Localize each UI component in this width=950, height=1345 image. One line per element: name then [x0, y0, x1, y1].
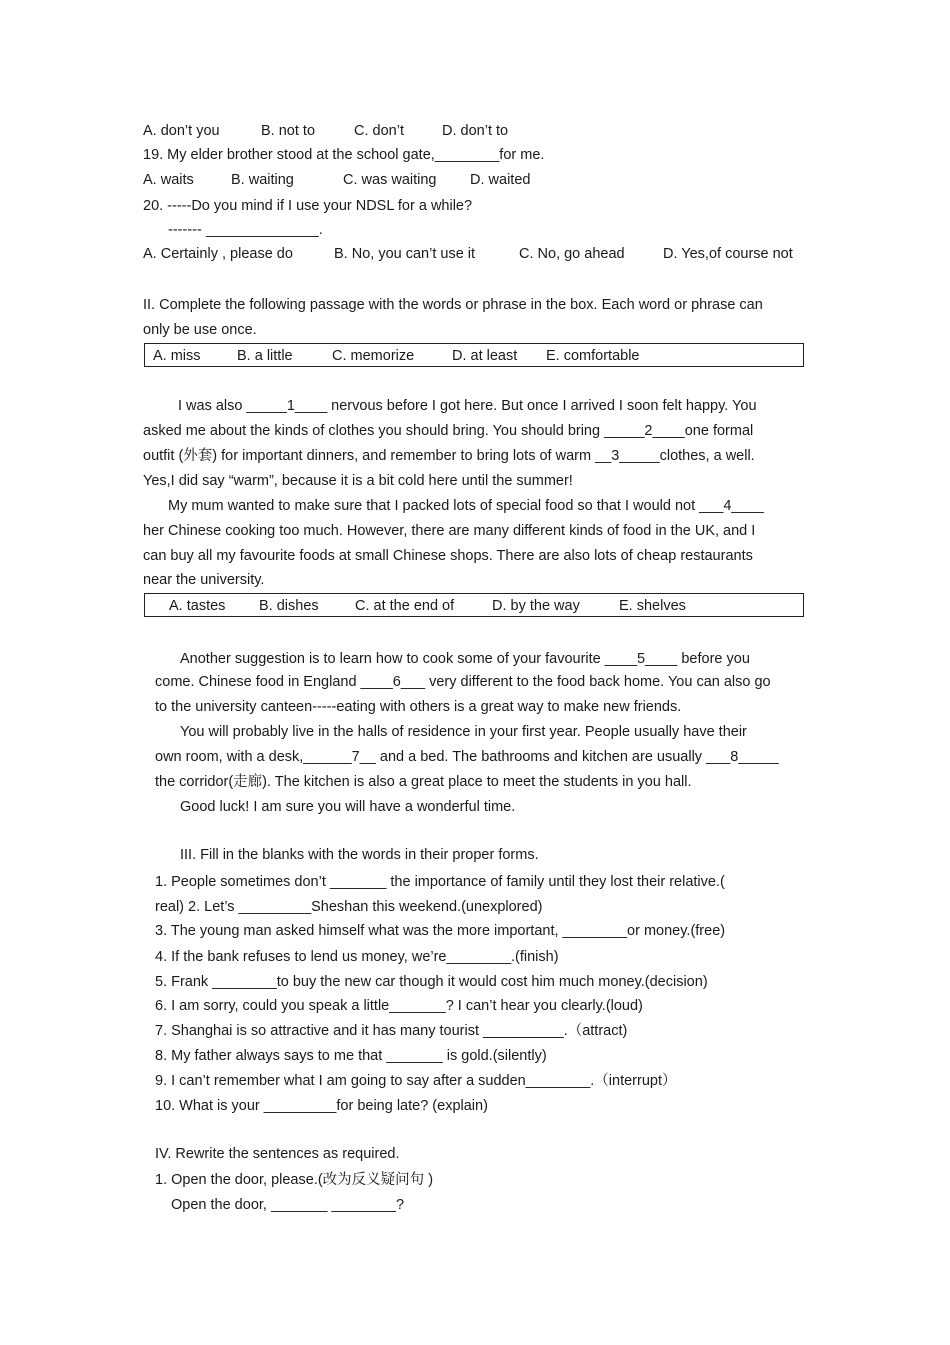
passage-line: Good luck! I am sure you will have a wonderful time. — [180, 799, 516, 815]
passage-line: Another suggestion is to learn how to cook some of your favourite ____5____ before you — [180, 651, 750, 667]
exercise-item: 3. The young man asked himself what was the more important, ________or money.(free) — [155, 923, 726, 939]
q19-option-d: D. waited — [470, 172, 531, 188]
passage-line: asked me about the kinds of clothes you should bring. You should bring _____2____one formal — [143, 423, 754, 439]
word-box-2-item: C. at the end of — [355, 598, 455, 614]
word-box-1-item: B. a little — [237, 348, 293, 364]
word-box-2-item: A. tastes — [169, 598, 226, 614]
section2-instruction-line2: only be use once. — [143, 322, 257, 338]
exercise-item: 1. People sometimes don’t _______ the importance of family until they lost their relative.( — [155, 874, 725, 890]
exercise-item: 6. I am sorry, could you speak a little_______? I can’t hear you clearly.(loud) — [155, 998, 643, 1014]
exercise-item: 4. If the bank refuses to lend us money, we’re________.(finish) — [155, 949, 559, 965]
word-box-1 — [144, 343, 804, 367]
q19-option-a: A. waits — [143, 172, 194, 188]
section3-title: III. Fill in the blanks with the words in their proper forms. — [180, 847, 539, 863]
q19-option-c: C. was waiting — [343, 172, 437, 188]
q19-option-b: B. waiting — [231, 172, 294, 188]
section2-instruction-line1: II. Complete the following passage with the words or phrase in the box. Each word or phrase can — [143, 297, 763, 313]
q20-option-a: A. Certainly , please do — [143, 246, 293, 262]
passage-line: come. Chinese food in England ____6___ very different to the food back home. You can also go — [155, 674, 771, 690]
word-box-1-item: D. at least — [452, 348, 518, 364]
exercise-item: real) 2. Let’s _________Sheshan this weekend.(unexplored) — [155, 899, 543, 915]
passage-line: My mum wanted to make sure that I packed lots of special food so that I would not ___4____ — [168, 498, 764, 514]
passage-line: the corridor(走廊). The kitchen is also a great place to meet the students in you hall. — [155, 774, 692, 790]
passage-line: can buy all my favourite foods at small Chinese shops. There are also lots of cheap restaurants — [143, 548, 753, 564]
q18-option-b: B. not to — [261, 123, 316, 139]
exercise-item: 5. Frank ________to buy the new car though it would cost him much money.(decision) — [155, 974, 708, 990]
passage-line: near the university. — [143, 572, 265, 588]
passage-line: own room, with a desk,______7__ and a bed. The bathrooms and kitchen are usually ___8_____ — [155, 749, 779, 765]
q18-option-c: C. don’t — [354, 123, 404, 139]
word-box-1-item: A. miss — [153, 348, 201, 364]
word-box-2-item: E. shelves — [619, 598, 686, 614]
word-box-1-item: E. comfortable — [546, 348, 640, 364]
q20-stem: 20. -----Do you mind if I use your NDSL for a while? — [143, 198, 473, 214]
word-box-2 — [144, 593, 804, 617]
q20-option-c: C. No, go ahead — [519, 246, 625, 262]
q20-reply: ------- ______________. — [168, 222, 323, 238]
passage-line: I was also _____1____ nervous before I got here. But once I arrived I soon felt happy. You — [178, 398, 757, 414]
exercise-item: 8. My father always says to me that _______ is gold.(silently) — [155, 1048, 547, 1064]
exercise-item: 10. What is your _________for being late? (explain) — [155, 1098, 488, 1114]
exercise-item: 7. Shanghai is so attractive and it has many tourist __________.（attract) — [155, 1023, 628, 1039]
passage-line: outfit (外套) for important dinners, and remember to bring lots of warm __3_____clothes, a well. — [143, 448, 755, 464]
q18-option-a: A. don’t you — [143, 123, 220, 139]
passage-line: her Chinese cooking too much. However, there are many different kinds of food in the UK, and I — [143, 523, 756, 539]
exercise-item: 9. I can’t remember what I am going to say after a sudden________.（interrupt） — [155, 1073, 677, 1089]
passage-line: Yes,I did say “warm”, because it is a bit cold here until the summer! — [143, 473, 573, 489]
passage-line: to the university canteen-----eating with others is a great way to make new friends. — [155, 699, 682, 715]
q19-stem: 19. My elder brother stood at the school gate,________for me. — [143, 147, 545, 163]
q18-option-d: D. don’t to — [442, 123, 509, 139]
q20-option-d: D. Yes,of course not — [663, 246, 793, 262]
section4-answer-1: Open the door, _______ ________? — [171, 1197, 405, 1213]
word-box-2-item: D. by the way — [492, 598, 580, 614]
word-box-1-item: C. memorize — [332, 348, 415, 364]
q20-option-b: B. No, you can’t use it — [334, 246, 476, 262]
section4-title: IV. Rewrite the sentences as required. — [155, 1146, 400, 1162]
section4-question-1: 1. Open the door, please.(改为反义疑问句 ) — [155, 1172, 434, 1188]
word-box-2-item: B. dishes — [259, 598, 319, 614]
passage-line: You will probably live in the halls of residence in your first year. People usually have their — [180, 724, 747, 740]
